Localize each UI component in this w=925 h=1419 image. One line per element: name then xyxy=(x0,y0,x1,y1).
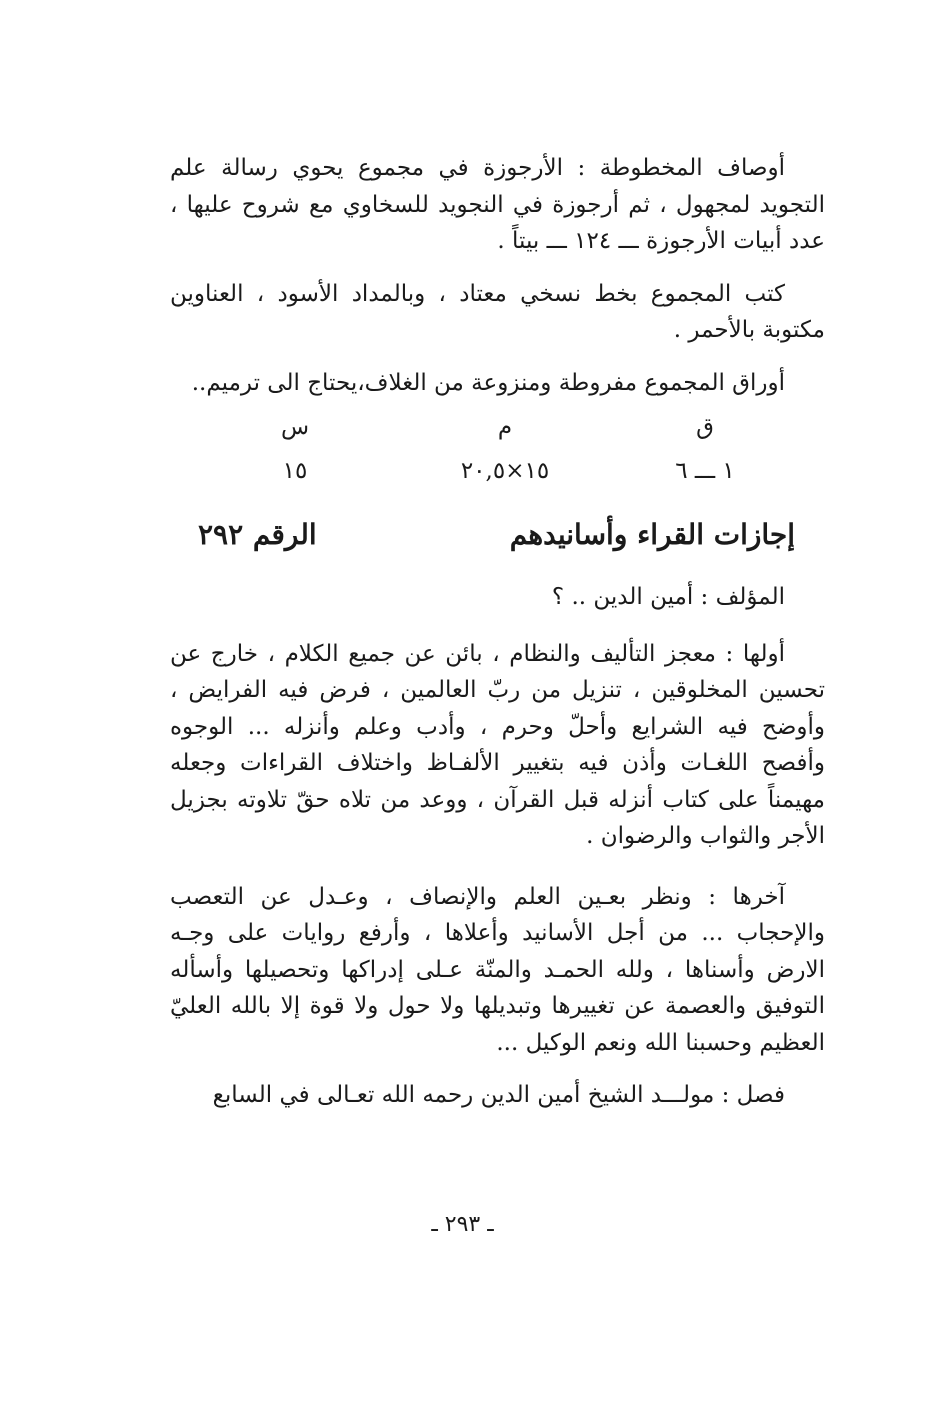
manuscript-description: أوصاف المخطوطة : الأرجوزة في مجموع يحوي رسالة علم التجويد لمجهول ، ثم أرجوزة في النجويد للسخاوي مع شروح عليها ، عدد أبيات الأرجوزة ـــ ١٢٤ ـــ بيتاً . xyxy=(170,155,825,254)
entry-explicit: آخرها : ونظر بعـين العلم والإنصاف ، وعـدل عن التعصب والإحجاب ... من أجل الأسانيد وأعلاها ، وأرفع روايات على وجـه الارض وأسناها ، ولله الحمـد والمنّة عـلى إدراكها وتحصيلها وأسأله التوفيق والعصمة عن تغييرها وتبديلها ولا حول ولا قوة إلا بالله العليّ العظيم وحسبنا الله ونعم الوكيل ... xyxy=(170,883,825,1056)
entry-heading xyxy=(170,507,825,563)
entry-section: فصل : مولـــد الشيخ أمين الدين رحمه الله تعـالى في السابع xyxy=(212,1082,785,1108)
entry-author: المؤلف : أمين الدين .. ؟ xyxy=(551,584,785,610)
spec-folios-value: ١ ـــ ٦ xyxy=(675,458,735,484)
spec-folios xyxy=(605,405,805,493)
manuscript-condition-note: أوراق المجموع مفروطة ومنزوعة من الغلاف،يحتاج الى ترميم.. xyxy=(191,369,785,396)
entry-number: الرقم ٢٩٢ xyxy=(198,518,317,551)
spec-dimensions-value: ١٥×٢٠,٥ xyxy=(460,458,550,484)
entry-incipit: أولها : معجز التأليف والنظام ، بائن عن جميع الكلام ، خارج عن تحسين المخلوقين ، تنزيل من ربّ العالمين ، فرض فيه الفرايض ، وأوضح فيه الشرايع وأحلّ وحرم ، وأدب وعلم وأنزله ... الوجوه وأفصح اللغـات وأذن فيه بتغيير الألفـاظ واختلاف القراءات وجعله مهيمناً على كتاب أنزله قبل القرآن ، ووعد من تلاه حقّ تلاوته بجزيل الأجر والثواب والرضوان . xyxy=(170,640,825,849)
spec-lines-value: ١٥ xyxy=(282,458,308,484)
spec-dimensions-label: م xyxy=(497,414,513,440)
spec-folios-label: ق xyxy=(696,414,714,440)
spec-dimensions xyxy=(405,405,605,493)
spec-lines-label: س xyxy=(280,414,310,440)
manuscript-specs xyxy=(170,405,825,497)
spec-lines xyxy=(195,405,395,493)
manuscript-script-note: كتب المجموع بخط نسخي معتاد ، وبالمداد الأسود ، العناوين مكتوبة بالأحمر . xyxy=(170,280,825,343)
page-number: ـ ٢٩٣ ـ xyxy=(431,1212,494,1237)
document-page xyxy=(170,150,825,1114)
entry-title: إجازات القراء وأسانيدهم xyxy=(509,518,795,551)
